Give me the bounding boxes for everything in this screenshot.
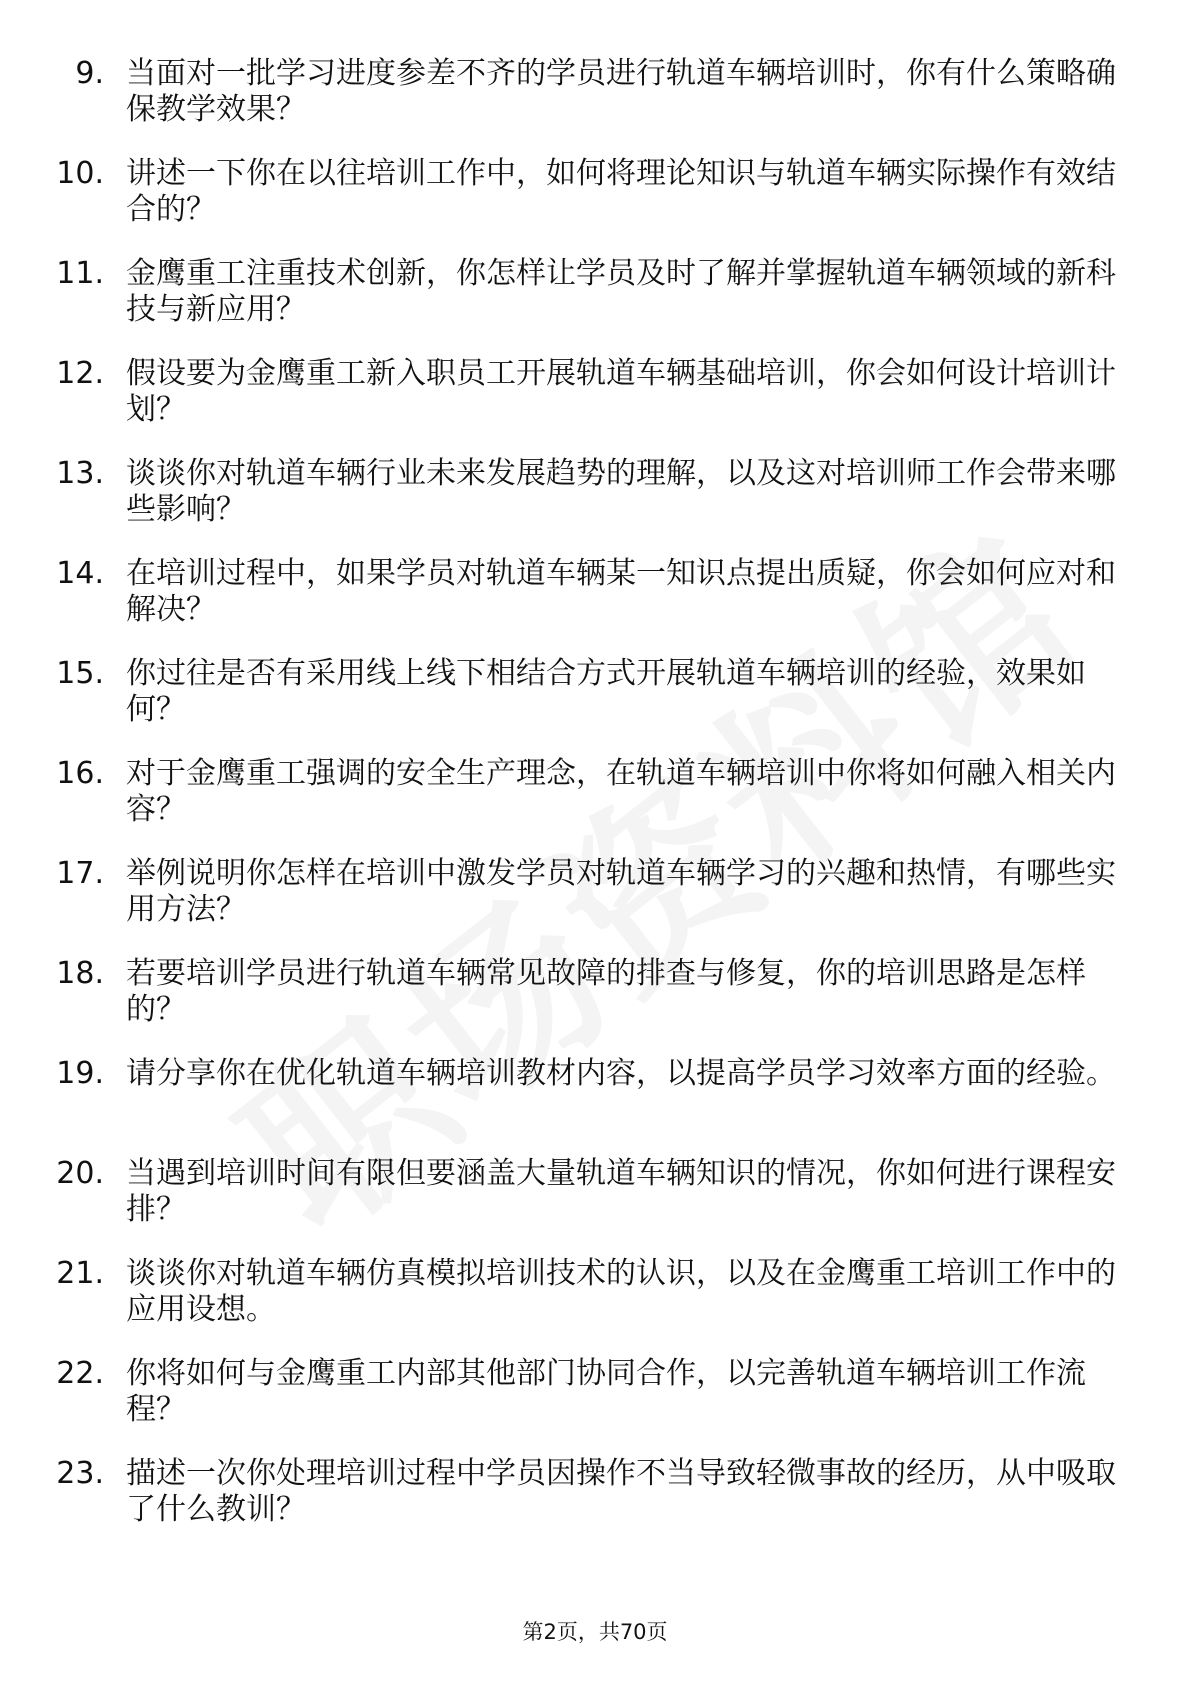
question-number: 10. [56, 156, 104, 191]
question-text: 金鹰重工注重技术创新，你怎样让学员及时了解并掌握轨道车辆领域的新科技与新应用？ [126, 256, 1116, 327]
question-text: 对于金鹰重工强调的安全生产理念，在轨道车辆培训中你将如何融入相关内容？ [126, 756, 1116, 827]
question-item [0, 1046, 1190, 1146]
question-text: 描述一次你处理培训过程中学员因操作不当导致轻微事故的经历，从中吸取了什么教训？ [126, 1456, 1116, 1527]
question-text: 假设要为金鹰重工新入职员工开展轨道车辆基础培训，你会如何设计培训计划？ [126, 356, 1116, 427]
question-item [0, 946, 1190, 1046]
question-number: 13. [56, 456, 104, 491]
question-text: 若要培训学员进行轨道车辆常见故障的排查与修复，你的培训思路是怎样的？ [126, 956, 1086, 1027]
question-text: 你过往是否有采用线上线下相结合方式开展轨道车辆培训的经验，效果如何？ [126, 656, 1086, 727]
question-item [0, 346, 1190, 446]
question-text: 谈谈你对轨道车辆行业未来发展趋势的理解，以及这对培训师工作会带来哪些影响？ [126, 456, 1116, 527]
question-number: 18. [56, 956, 104, 991]
question-number: 20. [56, 1156, 104, 1191]
question-text: 谈谈你对轨道车辆仿真模拟培训技术的认识，以及在金鹰重工培训工作中的应用设想。 [126, 1256, 1116, 1327]
question-text: 讲述一下你在以往培训工作中，如何将理论知识与轨道车辆实际操作有效结合的？ [126, 156, 1116, 227]
question-number: 22. [56, 1356, 104, 1391]
question-number: 17. [56, 856, 104, 891]
question-number: 21. [56, 1256, 104, 1291]
question-item [0, 1346, 1190, 1446]
question-number: 23. [56, 1456, 104, 1491]
question-item [0, 1146, 1190, 1246]
question-text: 当面对一批学习进度参差不齐的学员进行轨道车辆培训时，你有什么策略确保教学效果？ [126, 56, 1116, 127]
question-item [0, 46, 1190, 146]
question-number: 14. [56, 556, 104, 591]
question-item [0, 546, 1190, 646]
question-item [0, 646, 1190, 746]
question-number: 11. [56, 256, 104, 291]
page-footer: 第2页，共70页 [522, 1620, 668, 1644]
question-item [0, 246, 1190, 346]
question-item [0, 446, 1190, 546]
question-number: 12. [56, 356, 104, 391]
question-item [0, 1446, 1190, 1546]
question-text: 当遇到培训时间有限但要涵盖大量轨道车辆知识的情况，你如何进行课程安排？ [126, 1156, 1116, 1227]
question-text: 你将如何与金鹰重工内部其他部门协同合作，以完善轨道车辆培训工作流程？ [126, 1356, 1086, 1427]
question-item [0, 746, 1190, 846]
question-number: 9. [75, 56, 104, 91]
question-number: 16. [56, 756, 104, 791]
question-text: 在培训过程中，如果学员对轨道车辆某一知识点提出质疑，你会如何应对和解决？ [126, 556, 1116, 627]
question-text: 举例说明你怎样在培训中激发学员对轨道车辆学习的兴趣和热情，有哪些实用方法？ [126, 856, 1116, 927]
question-item [0, 846, 1190, 946]
question-number: 15. [56, 656, 104, 691]
question-item [0, 1246, 1190, 1346]
question-number: 19. [56, 1056, 104, 1091]
question-text: 请分享你在优化轨道车辆培训教材内容，以提高学员学习效率方面的经验。 [126, 1056, 1116, 1091]
question-item [0, 146, 1190, 246]
